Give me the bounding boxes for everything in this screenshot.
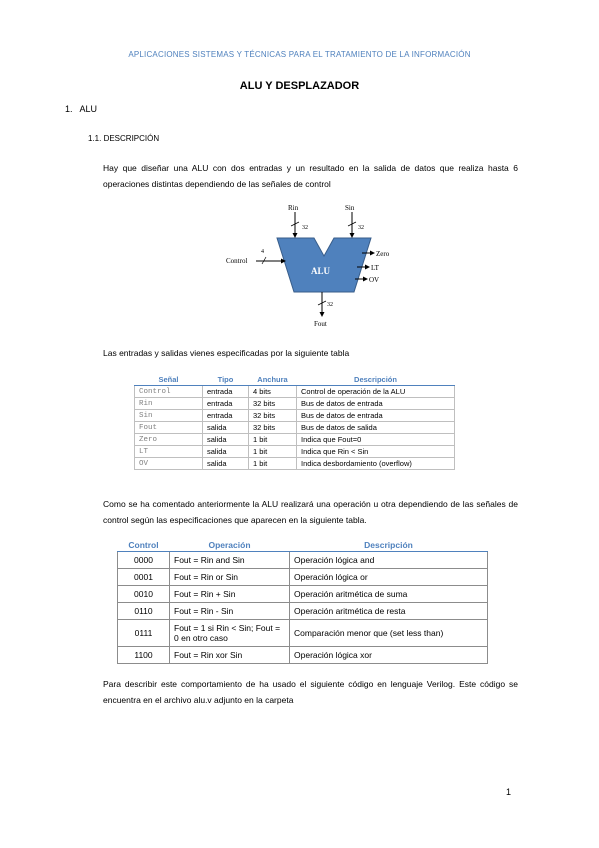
cell: Indica que Rin < Sin — [297, 446, 455, 458]
cell: 32 bits — [249, 410, 297, 422]
tables-intro-paragraph: Las entradas y salidas vienes especificadas por la siguiente tabla — [103, 348, 350, 358]
running-header: APLICACIONES SISTEMAS Y TÉCNICAS PARA EL TRATAMIENTO DE LA INFORMACIÓN — [128, 50, 471, 59]
table-row — [135, 458, 455, 470]
cell: 0110 — [118, 603, 170, 620]
alu-label: ALU — [311, 266, 331, 276]
cell: entrada — [203, 386, 249, 398]
fout-width: 32 — [327, 302, 333, 308]
document-title: ALU Y DESPLAZADOR — [239, 80, 360, 92]
zero-label: Zero — [376, 250, 390, 258]
col-header: Descripción — [297, 374, 455, 386]
cell: Control de operación de la ALU — [297, 386, 455, 398]
control-width: 4 — [261, 249, 264, 255]
cell: Indica que Fout=0 — [297, 434, 455, 446]
cell: Fout = Rin xor Sin — [170, 647, 290, 664]
cell: Comparación menor que (set less than) — [290, 620, 488, 647]
col-header: Control — [118, 539, 170, 552]
signals-table — [134, 374, 455, 470]
cell: salida — [203, 434, 249, 446]
cell: 0010 — [118, 586, 170, 603]
cell: 1 bit — [249, 446, 297, 458]
fout-label: Fout — [314, 320, 327, 328]
cell: 32 bits — [249, 398, 297, 410]
verilog-intro-paragraph: Para describir este comportamiento de ha usado el siguiente código en lenguaje Verilog. Este código se encuentra en el archivo alu.v adjunto en la carpeta — [103, 679, 518, 705]
cell: Bus de datos de entrada — [297, 398, 455, 410]
control-label: Control — [226, 257, 248, 265]
page-number: 1 — [506, 787, 512, 797]
table-row — [135, 422, 455, 434]
cell: Fout = Rin and Sin — [170, 552, 290, 569]
cell: 0001 — [118, 569, 170, 586]
cell: Operación lógica xor — [290, 647, 488, 664]
rin-width: 32 — [302, 225, 308, 231]
alu-block — [277, 238, 371, 292]
cell: Fout = 1 si Rin < Sin; Fout = 0 en otro caso — [170, 620, 290, 647]
cell: Operación aritmética de suma — [290, 586, 488, 603]
col-header: Señal — [135, 374, 203, 386]
rin-label: Rin — [288, 204, 299, 212]
cell: Operación aritmética de resta — [290, 603, 488, 620]
cell: Operación lógica or — [290, 569, 488, 586]
subsection-heading: 1.1. DESCRIPCIÓN — [88, 134, 160, 143]
alu-diagram — [222, 200, 392, 330]
cell: entrada — [203, 410, 249, 422]
cell: Sin — [135, 410, 203, 422]
table-row — [118, 569, 488, 586]
cell: 1 bit — [249, 434, 297, 446]
cell: Indica desbordamiento (overflow) — [297, 458, 455, 470]
cell: Fout = Rin + Sin — [170, 586, 290, 603]
cell: Fout = Rin - Sin — [170, 603, 290, 620]
cell: 1 bit — [249, 458, 297, 470]
table-row — [118, 647, 488, 664]
cell: entrada — [203, 398, 249, 410]
cell: Fout = Rin or Sin — [170, 569, 290, 586]
sin-label: Sin — [345, 204, 355, 212]
cell: 0111 — [118, 620, 170, 647]
cell: salida — [203, 458, 249, 470]
lt-label: LT — [371, 264, 379, 272]
cell: Rin — [135, 398, 203, 410]
table-row — [135, 434, 455, 446]
operations-table — [117, 539, 488, 664]
cell: LT — [135, 446, 203, 458]
table-row — [118, 603, 488, 620]
col-header: Tipo — [203, 374, 249, 386]
operations-intro-paragraph: Como se ha comentado anteriormente la ALU realizará una operación u otra dependiendo de las señales de control según las especificaciones que aparecen en la siguiente tabla. — [103, 499, 518, 525]
cell: Operación lógica and — [290, 552, 488, 569]
cell: salida — [203, 446, 249, 458]
table-row — [135, 386, 455, 398]
table-row — [118, 586, 488, 603]
col-header: Descripción — [290, 539, 488, 552]
cell: OV — [135, 458, 203, 470]
ov-label: OV — [369, 276, 380, 284]
cell: Control — [135, 386, 203, 398]
sin-width: 32 — [358, 225, 364, 231]
table-row — [135, 446, 455, 458]
col-header: Anchura — [249, 374, 297, 386]
intro-paragraph: Hay que diseñar una ALU con dos entradas y un resultado en la salida de datos que realiza hasta 6 operaciones distintas dependiendo de las señales de control — [103, 163, 518, 189]
cell: 1100 — [118, 647, 170, 664]
cell: 0000 — [118, 552, 170, 569]
cell: 4 bits — [249, 386, 297, 398]
cell: 32 bits — [249, 422, 297, 434]
table-row — [135, 410, 455, 422]
cell: Bus de datos de salida — [297, 422, 455, 434]
cell: salida — [203, 422, 249, 434]
cell: Fout — [135, 422, 203, 434]
col-header: Operación — [170, 539, 290, 552]
table-row — [118, 552, 488, 569]
table-row — [118, 620, 488, 647]
section-heading: 1. ALU — [65, 104, 98, 114]
table-row — [135, 398, 455, 410]
cell: Bus de datos de entrada — [297, 410, 455, 422]
cell: Zero — [135, 434, 203, 446]
